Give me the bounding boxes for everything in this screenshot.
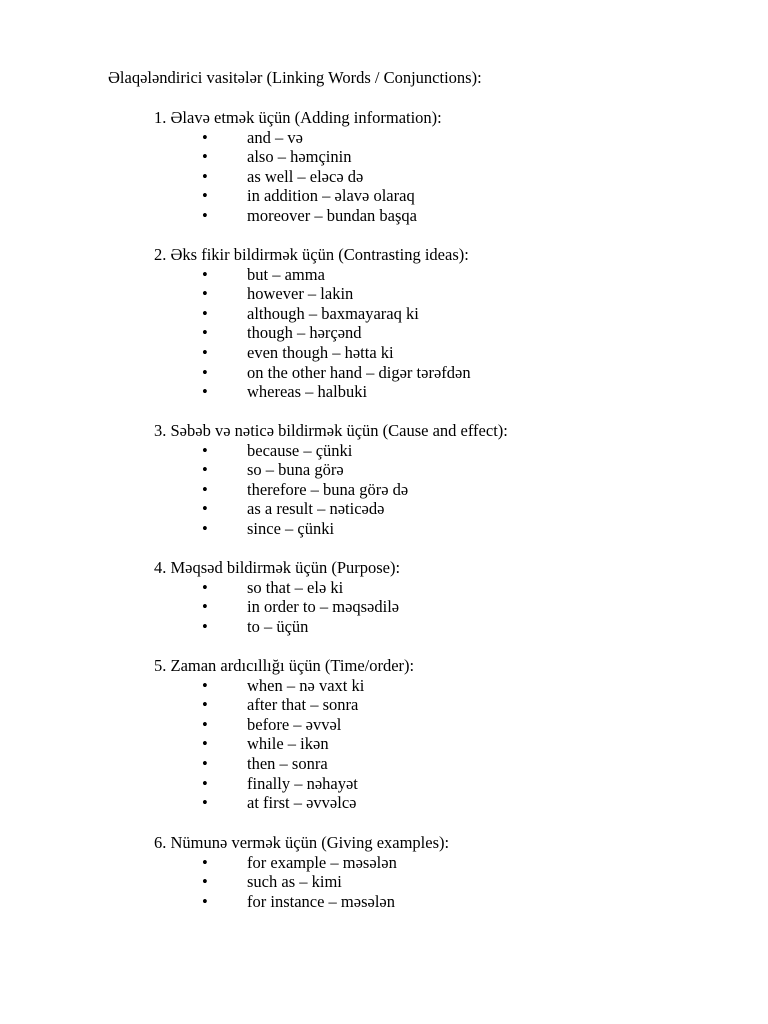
bullet-icon: •	[202, 127, 208, 147]
bullet-icon: •	[202, 616, 208, 636]
section-heading: 3. Səbəb və nəticə bildirmək üçün (Cause and effect):	[154, 421, 508, 440]
list-item	[154, 872, 714, 892]
bullet-icon: •	[202, 734, 208, 754]
bullet-icon: •	[202, 499, 208, 519]
list-item-text: in addition – əlavə olaraq	[247, 186, 415, 206]
list-item	[154, 676, 714, 696]
list-item	[154, 695, 714, 715]
list-item-text: and – və	[247, 127, 303, 147]
bullet-icon: •	[202, 166, 208, 186]
list-item	[154, 793, 714, 813]
list-item-text: for example – məsələn	[247, 852, 397, 872]
section-giving-examples	[154, 833, 714, 911]
list-item	[154, 597, 714, 617]
list-item	[154, 892, 714, 912]
bullet-icon: •	[202, 753, 208, 773]
list-item	[154, 323, 714, 343]
list-item-text: since – çünki	[247, 518, 335, 538]
section-contrasting-ideas	[154, 245, 714, 402]
bullet-icon: •	[202, 773, 208, 793]
list-item-text: even though – hətta ki	[247, 342, 394, 362]
list-item-text: as well – eləcə də	[247, 166, 364, 186]
section-purpose	[154, 558, 714, 636]
list-item	[154, 774, 714, 794]
list-item-text: however – lakin	[247, 284, 354, 304]
bullet-icon: •	[202, 518, 208, 538]
bullet-list	[154, 128, 714, 226]
bullet-icon: •	[202, 479, 208, 499]
bullet-list	[154, 265, 714, 402]
list-item-text: although – baxmayaraq ki	[247, 303, 419, 323]
list-item	[154, 480, 714, 500]
list-item	[154, 734, 714, 754]
list-item	[154, 343, 714, 363]
bullet-icon: •	[202, 872, 208, 892]
bullet-list	[154, 578, 714, 637]
list-item-text: to – üçün	[247, 616, 309, 636]
bullet-icon: •	[202, 303, 208, 323]
list-item-text: in order to – məqsədilə	[247, 597, 400, 617]
bullet-icon: •	[202, 147, 208, 167]
section-heading: 4. Məqsəd bildirmək üçün (Purpose):	[154, 558, 401, 577]
list-item	[154, 363, 714, 383]
section-cause-and-effect	[154, 421, 714, 539]
section-heading: 5. Zaman ardıcıllığı üçün (Time/order):	[154, 656, 415, 675]
list-item	[154, 853, 714, 873]
bullet-icon: •	[202, 205, 208, 225]
bullet-icon: •	[202, 577, 208, 597]
document-title: Əlaqələndirici vasitələr (Linking Words / Conjunctions):	[108, 68, 482, 87]
list-item	[154, 304, 714, 324]
list-item	[154, 460, 714, 480]
bullet-icon: •	[202, 284, 208, 304]
list-item-text: then – sonra	[247, 753, 328, 773]
list-item	[154, 186, 714, 206]
section-time-order	[154, 656, 714, 813]
list-item	[154, 284, 714, 304]
section-heading: 1. Əlavə etmək üçün (Adding information):	[154, 108, 442, 127]
bullet-icon: •	[202, 342, 208, 362]
bullet-icon: •	[202, 323, 208, 343]
section-adding-information	[154, 108, 714, 226]
bullet-icon: •	[202, 891, 208, 911]
list-item	[154, 206, 714, 226]
list-item-text: while – ikən	[247, 734, 329, 754]
bullet-icon: •	[202, 362, 208, 382]
list-item-text: when – nə vaxt ki	[247, 675, 365, 695]
list-item-text: but – amma	[247, 264, 325, 284]
list-item	[154, 499, 714, 519]
bullet-icon: •	[202, 714, 208, 734]
bullet-icon: •	[202, 852, 208, 872]
list-item	[154, 754, 714, 774]
section-heading: 6. Nümunə vermək üçün (Giving examples):	[154, 833, 450, 852]
list-item-text: after that – sonra	[247, 695, 359, 715]
list-item	[154, 147, 714, 167]
list-item	[154, 578, 714, 598]
list-item	[154, 441, 714, 461]
list-item-text: because – çünki	[247, 440, 353, 460]
bullet-list	[154, 676, 714, 813]
list-item-text: therefore – buna görə də	[247, 479, 409, 499]
bullet-icon: •	[202, 793, 208, 813]
list-item	[154, 519, 714, 539]
list-item-text: such as – kimi	[247, 872, 342, 892]
list-item-text: also – həmçinin	[247, 147, 352, 167]
list-item-text: so that – elə ki	[247, 577, 344, 597]
section-heading: 2. Əks fikir bildirmək üçün (Contrasting ideas):	[154, 245, 469, 264]
list-item	[154, 617, 714, 637]
list-item-text: though – hərçənd	[247, 323, 362, 343]
list-item	[154, 167, 714, 187]
list-item-text: moreover – bundan başqa	[247, 205, 417, 225]
list-item-text: finally – nəhayət	[247, 773, 358, 793]
list-item-text: for instance – məsələn	[247, 891, 395, 911]
bullet-list	[154, 441, 714, 539]
bullet-icon: •	[202, 695, 208, 715]
list-item	[154, 128, 714, 148]
list-item	[154, 265, 714, 285]
list-item	[154, 382, 714, 402]
bullet-icon: •	[202, 460, 208, 480]
bullet-icon: •	[202, 440, 208, 460]
list-item-text: before – əvvəl	[247, 714, 342, 734]
list-item-text: whereas – halbuki	[247, 382, 368, 402]
list-item-text: on the other hand – digər tərəfdən	[247, 362, 471, 382]
bullet-list	[154, 853, 714, 912]
bullet-icon: •	[202, 597, 208, 617]
list-item-text: so – buna görə	[247, 460, 344, 480]
bullet-icon: •	[202, 382, 208, 402]
bullet-icon: •	[202, 264, 208, 284]
bullet-icon: •	[202, 675, 208, 695]
list-item	[154, 715, 714, 735]
list-item-text: at first – əvvəlcə	[247, 793, 357, 813]
list-item-text: as a result – nəticədə	[247, 499, 385, 519]
bullet-icon: •	[202, 186, 208, 206]
